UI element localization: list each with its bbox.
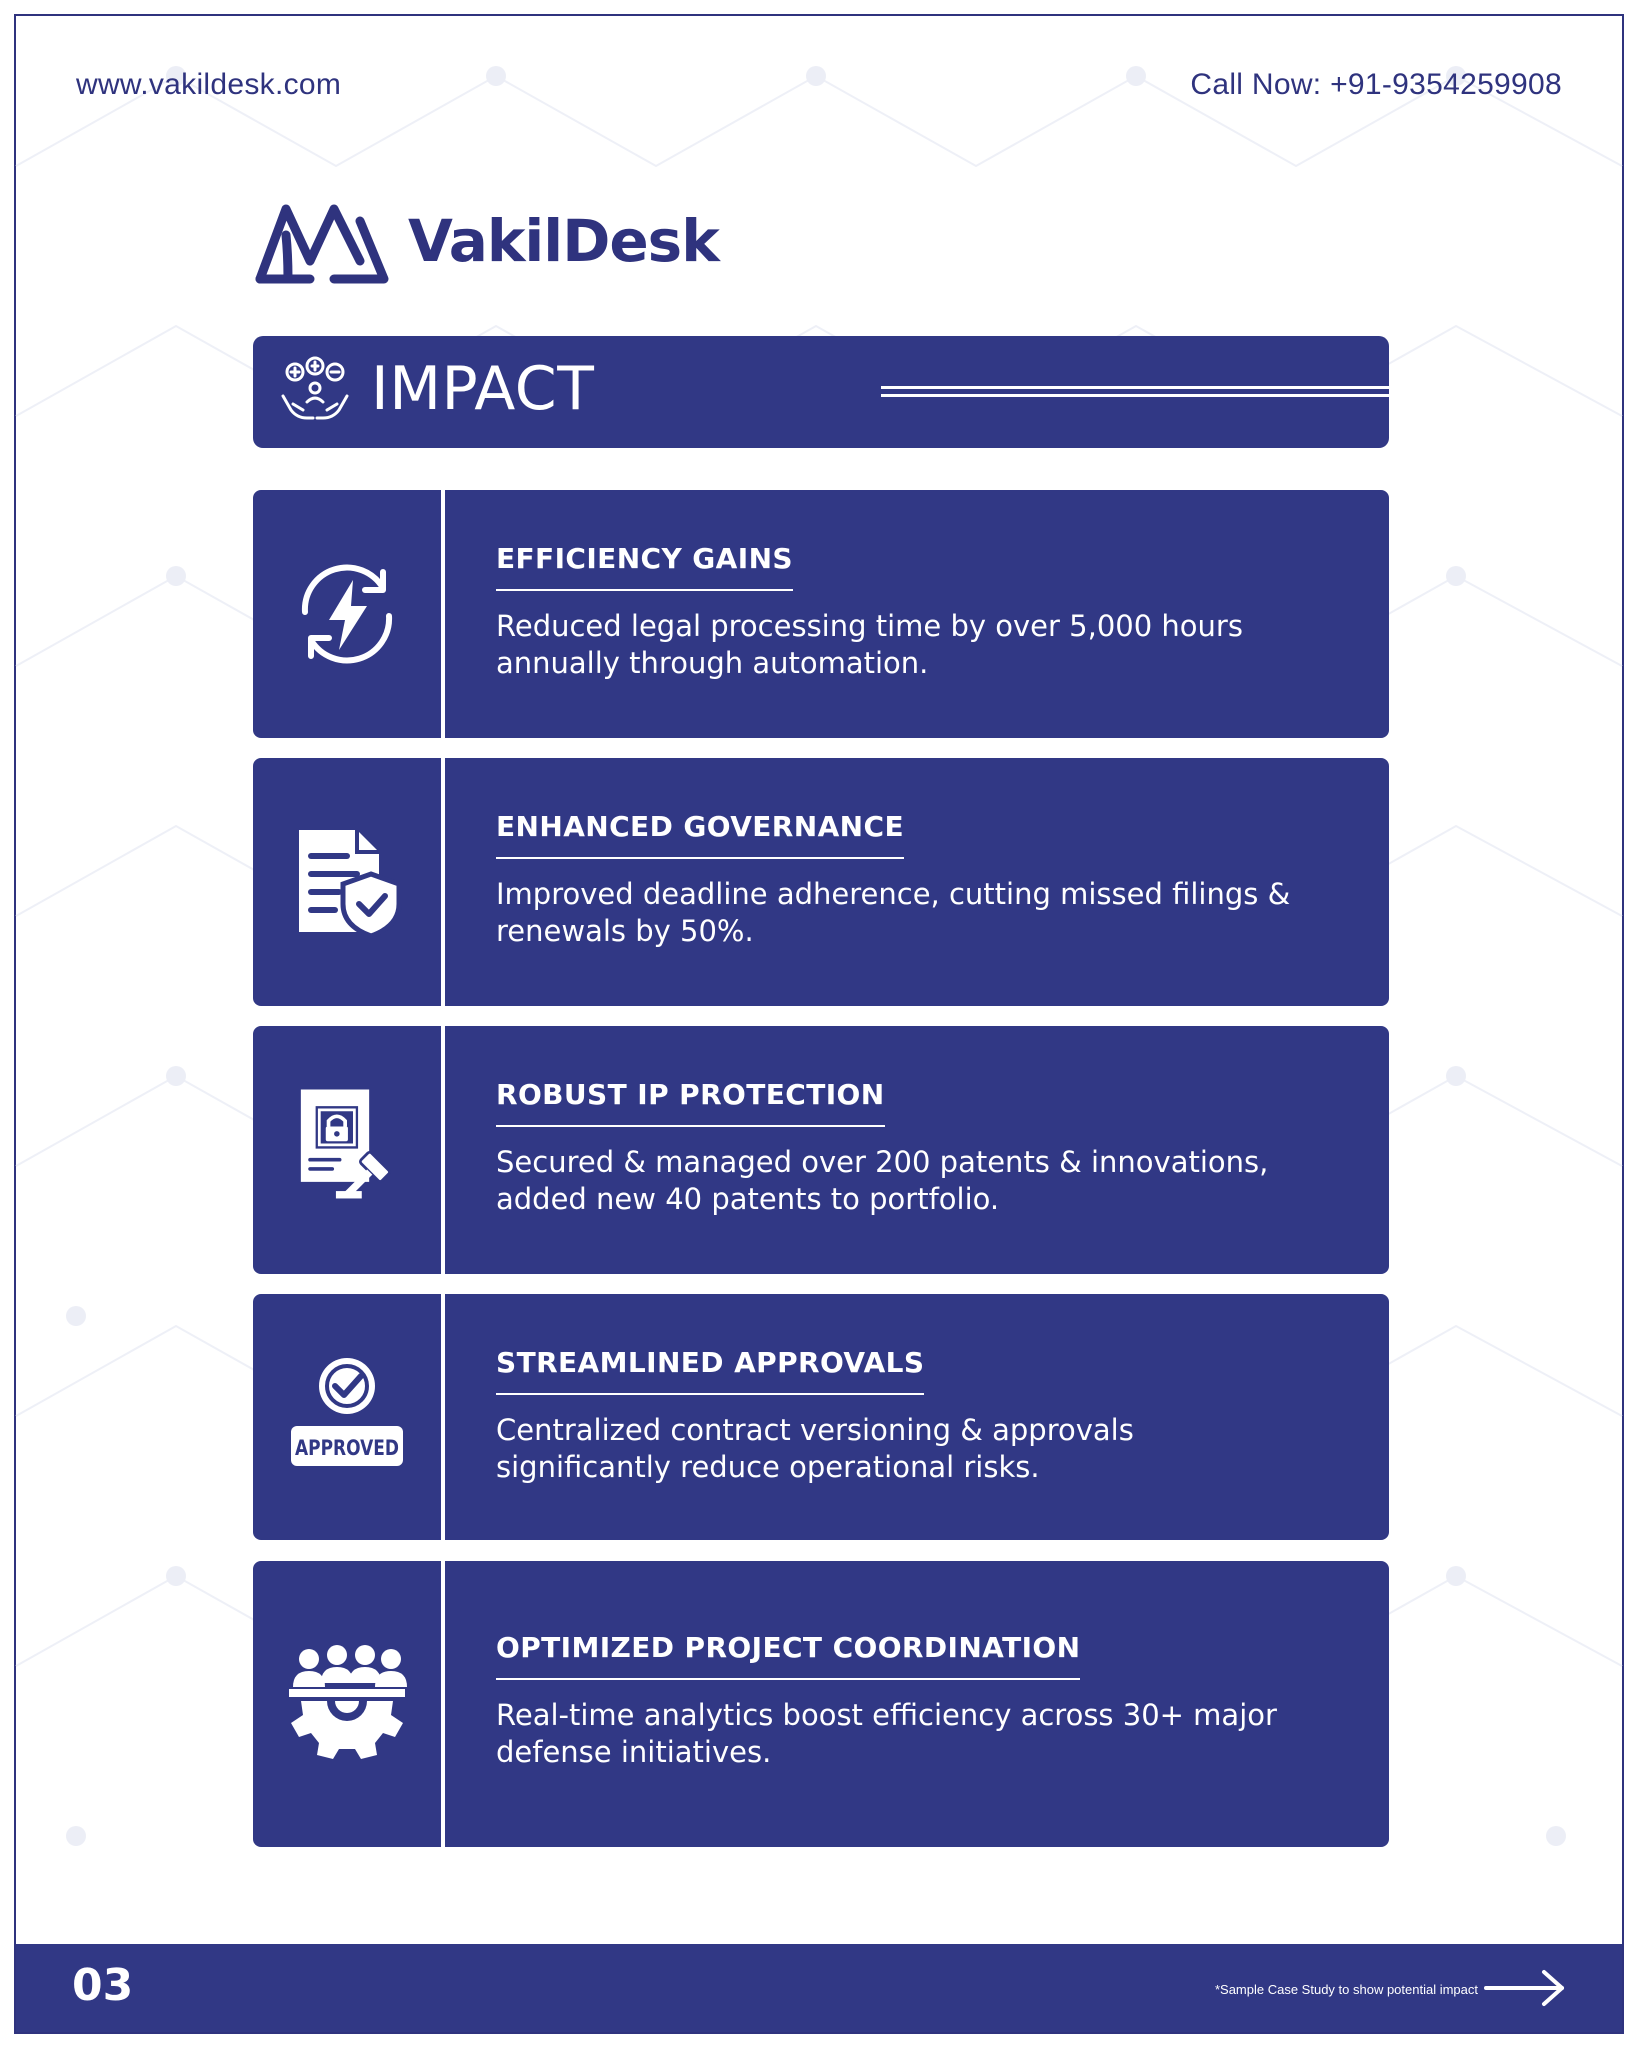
card-description: Secured & managed over 200 patents & innovations, added new 40 patents to portfolio. <box>496 1145 1269 1216</box>
card-description: Centralized contract versioning & approvals significantly reduce operational risks. <box>496 1413 1134 1484</box>
card-title: STREAMLINED APPROVALS <box>496 1346 924 1395</box>
card-divider <box>441 1294 445 1540</box>
card-title: ROBUST IP PROTECTION <box>496 1078 885 1127</box>
impact-card-governance <box>253 758 1389 1006</box>
section-title: IMPACT <box>371 354 595 424</box>
card-description: Improved deadline adherence, cutting missed filings & renewals by 50%. <box>496 877 1291 948</box>
phone-number[interactable]: Call Now: +91-9354259908 <box>1190 68 1562 101</box>
section-title-rule <box>881 386 1389 389</box>
page-number: 03 <box>72 1960 134 2011</box>
section-title-rule-lower <box>881 394 1389 397</box>
brand-name: VakilDesk <box>408 207 719 275</box>
card-description: Reduced legal processing time by over 5,000 hours annually through automation. <box>496 609 1243 680</box>
card-divider <box>441 1561 445 1847</box>
approved-stamp-icon <box>287 1354 407 1474</box>
card-divider <box>441 758 445 1006</box>
card-title: EFFICIENCY GAINS <box>496 542 793 591</box>
brand-logo <box>252 195 719 287</box>
card-divider <box>441 490 445 738</box>
impact-card-efficiency <box>253 490 1389 738</box>
impact-banner <box>253 336 1389 448</box>
team-gear-icon <box>287 1643 407 1763</box>
document-shield-icon <box>287 822 407 942</box>
website-link[interactable]: www.vakildesk.com <box>76 68 342 101</box>
card-divider <box>441 1026 445 1274</box>
card-title: OPTIMIZED PROJECT COORDINATION <box>496 1631 1080 1680</box>
impact-card-project-coordination <box>253 1561 1389 1847</box>
locked-document-gavel-icon <box>287 1084 407 1204</box>
hands-coins-icon <box>279 356 351 428</box>
footnote: *Sample Case Study to show potential impact <box>1214 1982 1478 1997</box>
impact-card-approvals <box>253 1294 1389 1540</box>
card-title: ENHANCED GOVERNANCE <box>496 810 904 859</box>
stamp-text: APPROVED <box>295 1436 399 1460</box>
footer-bar <box>16 1944 1622 2032</box>
lightning-refresh-icon <box>287 554 407 674</box>
vakildesk-logo-icon <box>252 195 392 287</box>
impact-card-ip-protection <box>253 1026 1389 1274</box>
card-description: Real-time analytics boost efficiency across 30+ major defense initiatives. <box>496 1698 1277 1769</box>
arrow-right-icon[interactable] <box>1484 1968 1566 2008</box>
